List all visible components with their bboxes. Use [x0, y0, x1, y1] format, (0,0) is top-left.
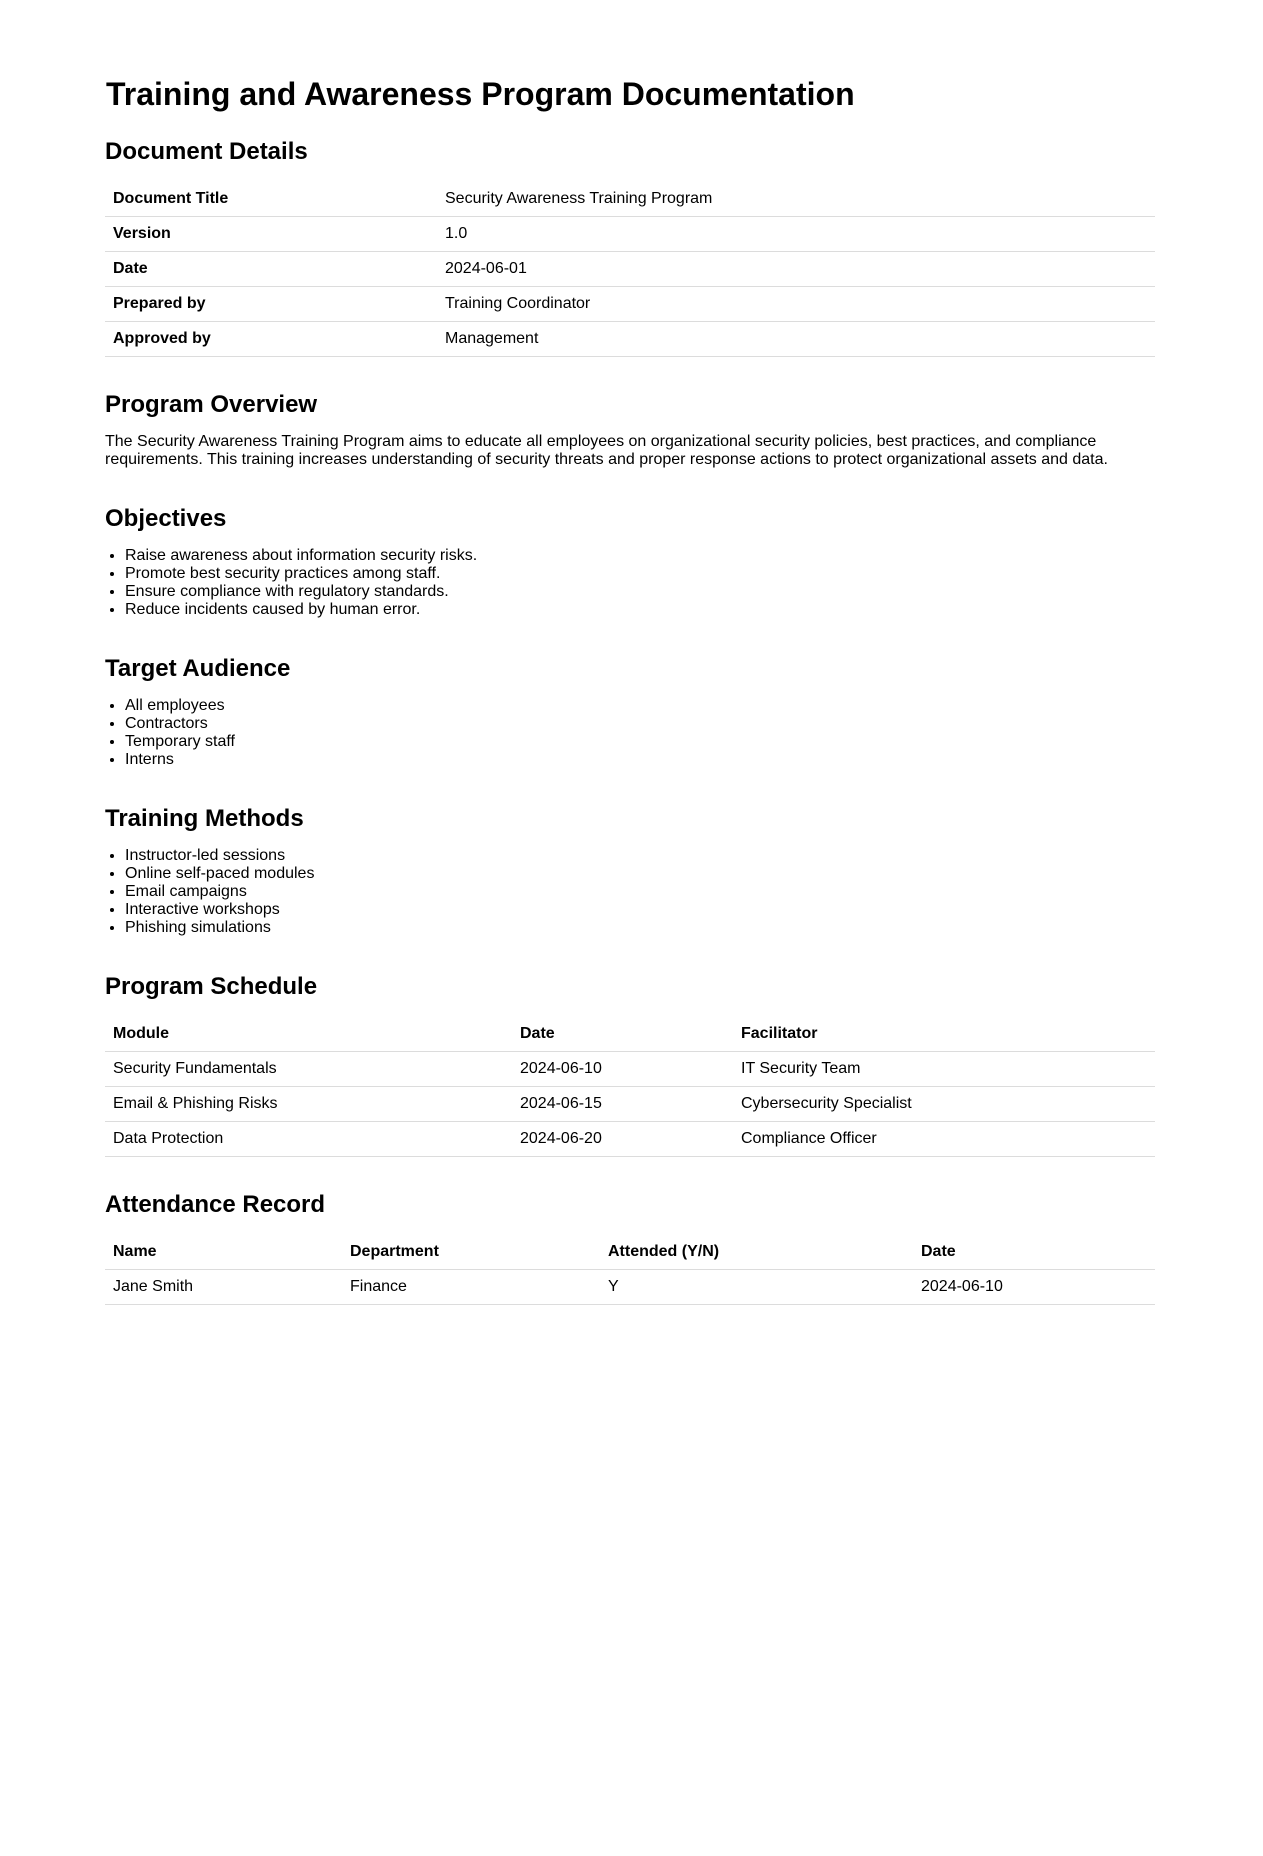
schedule-date: 2024-06-20 — [512, 1122, 733, 1157]
list-item: • Phishing simulations — [125, 919, 1155, 937]
audience-heading: Target Audience — [105, 655, 291, 682]
list-item: • Ensure compliance with regulatory standards. — [125, 583, 1155, 601]
list-item: • Interns — [125, 751, 1155, 769]
column-header-facilitator: Facilitator — [733, 1017, 1155, 1052]
list-item: • Temporary staff — [125, 733, 1155, 751]
schedule-module: Email & Phishing Risks — [105, 1087, 512, 1122]
detail-value: Security Awareness Training Program — [437, 182, 1155, 217]
schedule-facilitator: IT Security Team — [733, 1052, 1155, 1087]
table-row — [105, 1270, 1155, 1305]
methods-heading: Training Methods — [105, 805, 304, 832]
attendance-department: Finance — [342, 1270, 600, 1305]
schedule-facilitator: Cybersecurity Specialist — [733, 1087, 1155, 1122]
schedule-table — [105, 1017, 1155, 1157]
list-item: • Email campaigns — [125, 883, 1155, 901]
table-row — [105, 1087, 1155, 1122]
detail-value: Training Coordinator — [437, 287, 1155, 322]
schedule-module: Data Protection — [105, 1122, 512, 1157]
table-row — [105, 182, 1155, 217]
table-row — [105, 252, 1155, 287]
table-row — [105, 1122, 1155, 1157]
list-item: • Instructor-led sessions — [125, 847, 1155, 865]
objectives-list — [105, 547, 1155, 619]
attendance-name: Jane Smith — [105, 1270, 342, 1305]
document — [105, 72, 1155, 1309]
list-item: • Reduce incidents caused by human error. — [125, 601, 1155, 619]
methods-list — [105, 847, 1155, 937]
document-details-heading: Document Details — [105, 138, 308, 165]
detail-value: 2024-06-01 — [437, 252, 1155, 287]
table-header-row — [105, 1235, 1155, 1270]
table-row — [105, 287, 1155, 322]
overview-text: The Security Awareness Training Program aims to educate all employees on organizational security policies, best practices, and compliance requirements. This training increases understanding of security threats and proper response actions to protect organizational assets and data. — [105, 433, 1108, 468]
schedule-date: 2024-06-10 — [512, 1052, 733, 1087]
overview-heading: Program Overview — [105, 391, 318, 418]
audience-list — [105, 697, 1155, 769]
table-row — [105, 217, 1155, 252]
schedule-facilitator: Compliance Officer — [733, 1122, 1155, 1157]
detail-label: Document Title — [105, 182, 437, 217]
table-header-row — [105, 1017, 1155, 1052]
attendance-table-clip — [105, 1235, 1155, 1309]
attendance-heading: Attendance Record — [105, 1191, 326, 1218]
list-item: • Interactive workshops — [125, 901, 1155, 919]
list-item: • All employees — [125, 697, 1155, 715]
detail-label: Version — [105, 217, 437, 252]
column-header-department: Department — [342, 1235, 600, 1270]
column-header-module: Module — [105, 1017, 512, 1052]
attendance-table — [105, 1235, 1155, 1305]
list-item: • Raise awareness about information security risks. — [125, 547, 1155, 565]
column-header-date: Date — [913, 1235, 1155, 1270]
list-item: • Contractors — [125, 715, 1155, 733]
attendance-date: 2024-06-10 — [913, 1270, 1155, 1305]
list-item: • Online self-paced modules — [125, 865, 1155, 883]
detail-label: Prepared by — [105, 287, 437, 322]
detail-value: 1.0 — [437, 217, 1155, 252]
detail-label: Date — [105, 252, 437, 287]
detail-value: Management — [437, 322, 1155, 357]
document-details-table — [105, 182, 1155, 357]
schedule-module: Security Fundamentals — [105, 1052, 512, 1087]
table-row — [105, 322, 1155, 357]
table-row — [105, 1052, 1155, 1087]
column-header-name: Name — [105, 1235, 342, 1270]
schedule-heading: Program Schedule — [105, 973, 318, 1000]
detail-label: Approved by — [105, 322, 437, 357]
objectives-heading: Objectives — [105, 505, 227, 532]
schedule-date: 2024-06-15 — [512, 1087, 733, 1122]
attendance-attended: Y — [600, 1270, 913, 1305]
page-title: Training and Awareness Program Documentation — [106, 76, 855, 112]
column-header-date: Date — [512, 1017, 733, 1052]
list-item: • Promote best security practices among staff. — [125, 565, 1155, 583]
column-header-attended: Attended (Y/N) — [600, 1235, 913, 1270]
